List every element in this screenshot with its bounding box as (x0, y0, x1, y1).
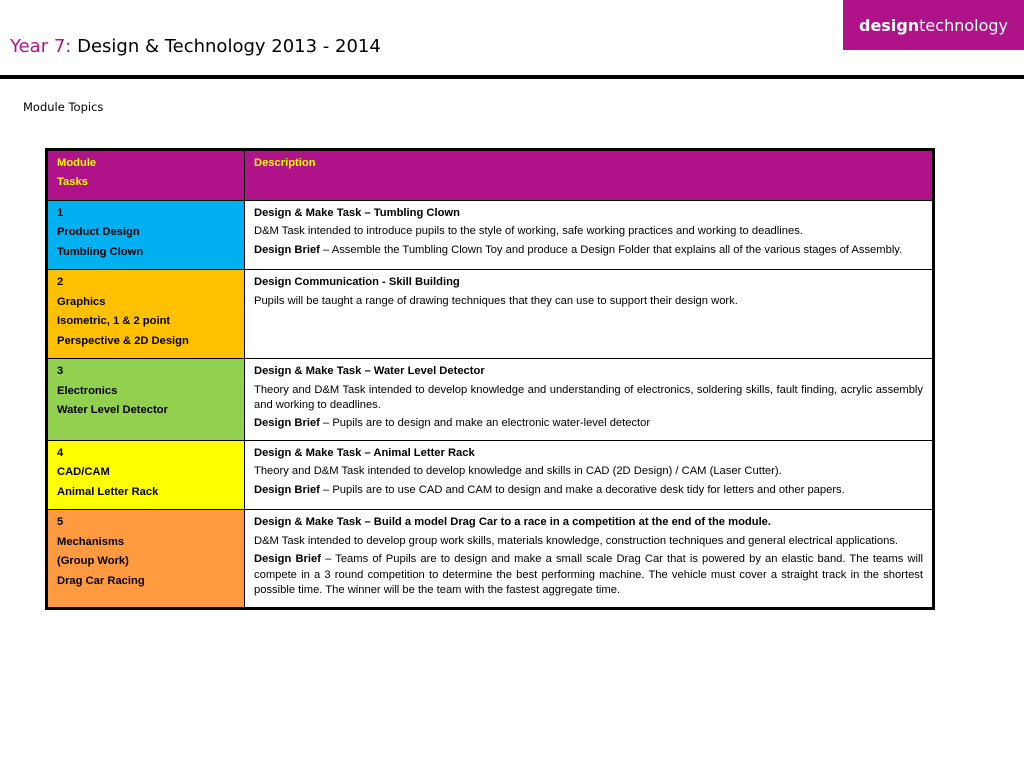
module-line: Drag Car Racing (57, 574, 145, 587)
design-brief-text: – Teams of Pupils are to design and make a small scale Drag Car that is powered by an elastic band. The teams will compete in a 3 round competition to determine the best performing machine. The vehicle must cover a straight track in the shortest possible time. The winner will be the team with the fastest aggregate time. (254, 553, 923, 597)
module-line: (Group Work) (57, 555, 129, 568)
module-line: 3 (57, 365, 64, 378)
title-year: Year 7: (10, 36, 72, 57)
task-description: Theory and D&M Task intended to develop knowledge and understanding of electronics, soldering skills, fault finding, acrylic assembly and working to deadlines. (254, 383, 923, 411)
module-line: Graphics (57, 295, 106, 308)
module-cell (47, 440, 245, 509)
design-brief-label: Design Brief (254, 483, 320, 496)
header-module-label: Module (57, 157, 97, 169)
design-brief-text: – Pupils are to design and make an electronic water-level detector (319, 417, 651, 430)
design-brief-text: – Pupils are to use CAD and CAM to design and make a decorative desk tidy for letters and other papers. (319, 483, 845, 496)
module-line: Mechanisms (57, 535, 125, 548)
module-line: Tumbling Clown (57, 245, 144, 258)
table-header-row (47, 150, 934, 201)
module-line: 2 (57, 276, 64, 289)
module-cell (47, 359, 245, 441)
module-line: Perspective & 2D Design (57, 334, 189, 347)
task-description: Theory and D&M Task intended to develop knowledge and skills in CAD (2D Design) / CAM (Laser Cutter). (254, 465, 782, 478)
module-table (45, 148, 935, 610)
design-brief-label: Design Brief (254, 243, 320, 256)
task-description: Pupils will be taught a range of drawing techniques that they can use to support their design work. (254, 294, 738, 307)
module-line: 1 (57, 206, 64, 219)
table-row (47, 440, 934, 509)
brand-logo (843, 0, 1024, 50)
description-cell (245, 440, 934, 509)
task-description: D&M Task intended to develop group work skills, materials knowledge, construction techniques and general electrical applications. (254, 534, 899, 547)
brand-rest: technology (919, 15, 1008, 35)
module-line: Water Level Detector (57, 403, 168, 416)
description-cell (245, 510, 934, 608)
description-cell (245, 200, 934, 269)
header-divider (0, 75, 1024, 79)
design-brief (254, 552, 923, 598)
header-description-cell: Description (245, 150, 934, 201)
module-line: Animal Letter Rack (57, 485, 159, 498)
design-brief-label: Design Brief (254, 417, 320, 430)
module-line: CAD/CAM (57, 466, 110, 479)
module-cell (47, 510, 245, 608)
section-title: Module Topics (23, 100, 104, 114)
description-cell (245, 270, 934, 359)
task-title: Design Communication - Skill Building (254, 276, 460, 289)
task-title: Design & Make Task – Build a model Drag Car to a race in a competition at the end of the module. (254, 516, 772, 529)
module-line: 5 (57, 516, 64, 529)
module-line: Isometric, 1 & 2 point (57, 315, 171, 328)
title-text: Design & Technology 2013 - 2014 (71, 36, 381, 57)
description-cell (245, 359, 934, 441)
module-cell (47, 270, 245, 359)
design-brief (254, 416, 923, 431)
task-title: Design & Make Task – Tumbling Clown (254, 206, 460, 219)
header-tasks-label: Tasks (57, 176, 88, 189)
design-brief-text: – Assemble the Tumbling Clown Toy and produce a Design Folder that explains all of the various stages of Assembly. (319, 243, 903, 256)
design-brief (254, 243, 923, 258)
header-module-cell (47, 150, 245, 201)
design-brief-label: Design Brief (254, 553, 321, 566)
table-row (47, 270, 934, 359)
module-line: 4 (57, 446, 64, 459)
task-title: Design & Make Task – Animal Letter Rack (254, 446, 475, 459)
table-row (47, 510, 934, 608)
task-title: Design & Make Task – Water Level Detector (254, 365, 485, 378)
design-brief (254, 483, 923, 498)
module-cell (47, 200, 245, 269)
table-row (47, 200, 934, 269)
page-title (10, 36, 381, 57)
task-description: D&M Task intended to introduce pupils to the style of working, safe working practices and working to deadlines. (254, 225, 803, 238)
module-line: Electronics (57, 384, 118, 397)
module-line: Product Design (57, 226, 140, 239)
brand-bold: design (859, 15, 920, 35)
table-row (47, 359, 934, 441)
